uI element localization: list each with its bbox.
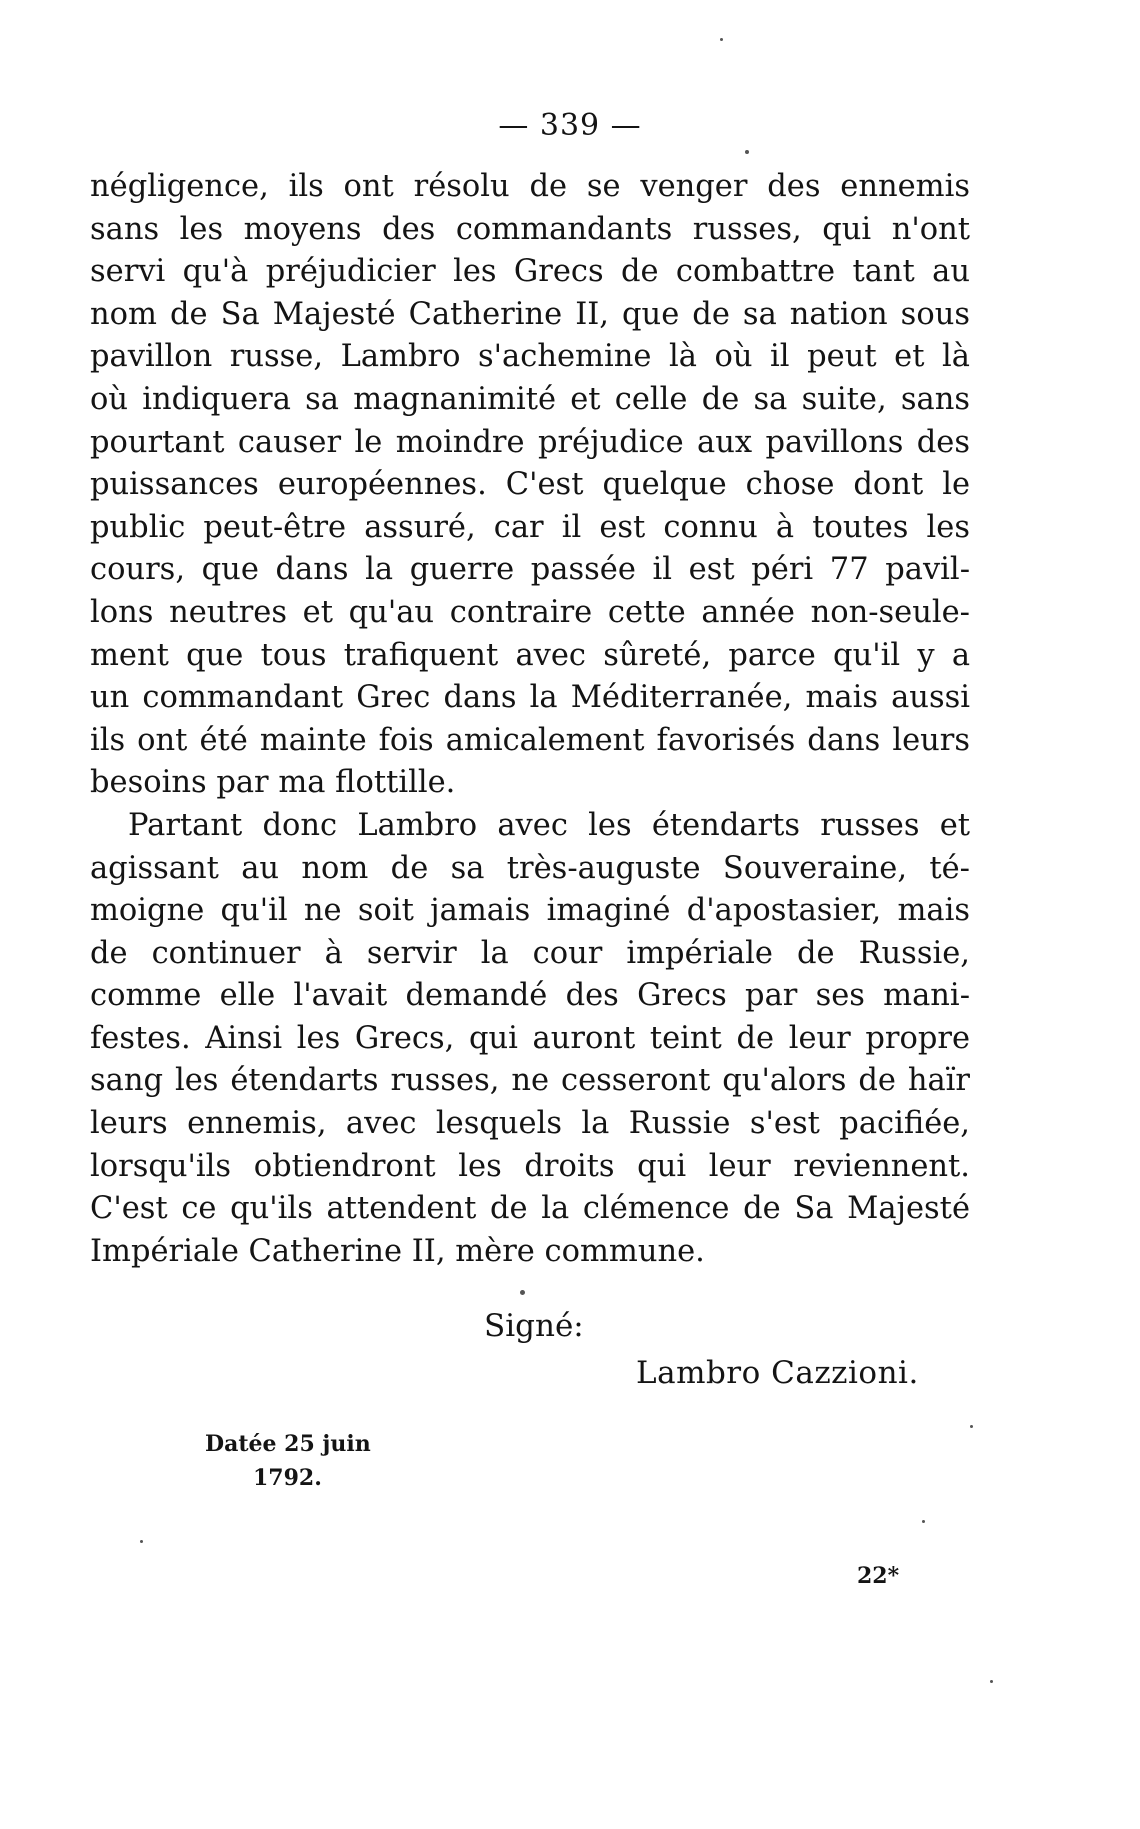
text-line: Impériale Catherine II, mère commune. [90, 1233, 705, 1269]
text-line: négligence, ils ont résolu de se venger des ennemis [90, 169, 970, 204]
text-line: festes. Ainsi les Grecs, qui auront teint de leur propre [90, 1020, 970, 1056]
print-speck [990, 1680, 993, 1683]
text-line: pavillon russe, Lambro s'achemine là où il peut et là [90, 339, 970, 375]
text-line: un commandant Grec dans la Méditerranée, mais aussi [90, 680, 970, 716]
text-line: C'est ce qu'ils attendent de la clémence de Sa Majesté [90, 1191, 970, 1227]
text-line: comme elle l'avait demandé des Grecs par ses mani- [90, 978, 970, 1014]
text-line: sang les étendarts russes, ne cesseront qu'alors de haïr [90, 1063, 970, 1099]
body-text [90, 166, 970, 1273]
text-line: ment que tous trafiquent avec sûreté, parce qu'il y a [90, 637, 970, 673]
text-line: servi qu'à préjudicier les Grecs de combattre tant au [90, 254, 970, 290]
print-speck [140, 1540, 143, 1543]
text-line: nom de Sa Majesté Catherine II, que de sa nation sous [90, 296, 970, 332]
text-line: de continuer à servir la cour impériale de Russie, [90, 935, 970, 971]
text-line: où indiquera sa magnanimité et celle de sa suite, sans [90, 381, 970, 417]
text-line: public peut-être assuré, car il est connu à toutes les [90, 509, 970, 545]
print-speck [922, 1520, 925, 1523]
text-line: pourtant causer le moindre préjudice aux pavillons des [90, 424, 970, 460]
text-line: moigne qu'il ne soit jamais imaginé d'apostasier, mais [90, 893, 970, 929]
date-year: 1792. [253, 1465, 322, 1491]
print-speck [720, 38, 723, 41]
signed-label: Signé: [484, 1308, 584, 1344]
text-line: sans les moyens des commandants russes, qui n'ont [90, 211, 970, 247]
text-line: lorsqu'ils obtiendront les droits qui leur reviennent. [90, 1148, 970, 1184]
text-line: lons neutres et qu'au contraire cette année non-seule- [90, 594, 970, 630]
text-line: agissant au nom de sa très-auguste Souveraine, té- [90, 850, 970, 886]
text-line: Partant donc Lambro avec les étendarts russes et [128, 807, 970, 843]
date-line: Datée 25 juin [205, 1431, 371, 1457]
paragraph-1 [90, 166, 970, 805]
print-speck [520, 1290, 525, 1295]
text-line: ils ont été mainte fois amicalement favorisés dans leurs [90, 722, 970, 758]
paragraph-2 [90, 805, 970, 1274]
sheet-signature-mark: 22* [857, 1563, 900, 1589]
date-block [205, 1427, 371, 1495]
text-line: leurs ennemis, avec lesquels la Russie s'est pacifiée, [90, 1106, 970, 1142]
text-line: cours, que dans la guerre passée il est péri 77 pavil- [90, 552, 970, 588]
text-line: puissances européennes. C'est quelque chose dont le [90, 467, 970, 503]
print-speck [745, 150, 749, 154]
text-line: besoins par ma flottille. [90, 765, 456, 801]
signature-name: Lambro Cazzioni. [636, 1355, 919, 1391]
print-speck [970, 1425, 973, 1428]
page-number: — 339 — [498, 108, 642, 143]
